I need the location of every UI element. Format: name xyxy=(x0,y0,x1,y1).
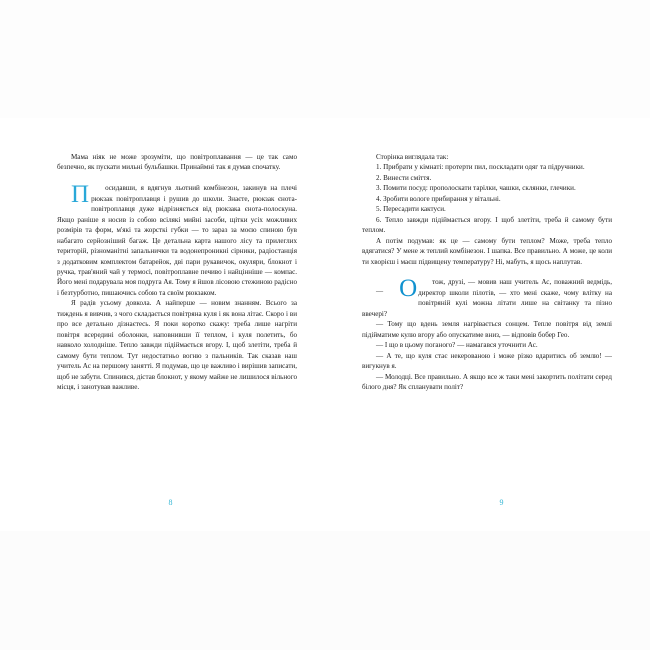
left-page-text-column xyxy=(57,152,297,392)
page-number-left: 8 xyxy=(168,498,173,507)
right-page-text-column xyxy=(362,152,612,392)
dropcap-letter-p: П xyxy=(71,181,90,209)
dialogue-line: — А те, що куля стає некерованою і може різко вдаритись об землю! — вигукнув я. xyxy=(362,351,612,371)
paragraph-body: осидавши, я вдягнув льотний комбінезон, закинув на плечі рюкзак повітроплавця і рушив до школи. Знаєте, рюкзак єнота-повітроплавця дуже відрізняється від рюкзака єнота-полоскуна. Якщо раніше я носив із собою всілякі мийні засоби, щітки усіх можливих розмірів та форм, м'які та жорсткі губки — то зараз за моєю спиною був набагато серйозніший багаж. Це детальна карта нашого лісу та прилеглих територій, різноманітні запальнички та водонепроникні сірники, радіостанція з додатковим комплектом батарейок, дві пари рукавичок, окуляри, блокнот і ручка, трав'яний чай у термосі, повітроплавне печиво і найцінніше — компас. Його мені подарувала моя подруга Ая. Тому я йшов лісовою стежиною радісно і безтурботно, пишаючись собою та своїм рюкзаком. xyxy=(57,184,297,297)
checklist-item: 4. Зробити вологе прибирання у вітальні. xyxy=(376,194,501,203)
checklist-item: 5. Пересадити кактуси. xyxy=(376,205,446,214)
two-page-spread xyxy=(0,118,650,531)
page-number-right: 9 xyxy=(499,498,504,507)
page-top-margin xyxy=(0,0,650,118)
dialogue-dash: — xyxy=(376,287,384,296)
list-intro-line: Сторінка виглядала так: xyxy=(376,153,449,161)
left-page xyxy=(0,118,325,531)
dialogue-line: — І що в цьому поганого? — намагався уточнити Ас. xyxy=(376,341,538,350)
dialogue-line: — Молодці. Все правильно. А якщо все ж таки мені закортить політати серед білого дня? Як спланувати політ? xyxy=(362,372,612,391)
paragraph-knowledge: Я радів усьому довкола. А найперше — новим знанням. Всього за тиждень я вивчив, з чого складається повітряна куля і як вона літає. Скоро і ви про все детально дізнаєтесь. Я поки коротко скажу: треба лише нагріти повітря всередині оболонки, наповнивши її теплом, і куля полетить, бо навколо холодніше. Тепло завжди підіймається вгору. І, щоб злетіти, треба й самому бути теплом. Тут недостатньо вогню з пальників. Так сказав наш учитель Ас на першому занятті. Я подумав, що це важливо і вирішив записати, щоб не забути. Спинився, дістав блокнот, у якому майже не лишилося вільного місця, і занотував важливе. xyxy=(57,299,297,391)
checklist-item: 3. Помити посуд: прополоскати тарілки, чашки, склянки, глечики. xyxy=(376,184,576,193)
paragraph-reflection: А потім подумав: як це — самому бути теплом? Може, треба тепло вдягатися? У мене ж теплий комбінезон. І шапка. Все правильно. А може, це коли ти хворієш і маєш підвищену температуру? Ні, мабуть, я щось наплутав. xyxy=(362,236,612,266)
dialogue-line: — Тому що вдень земля нагрівається сонцем. Тепле повітря від землі підійматиме кулю вгору або опускатиме вниз, — відповів бобер Гео. xyxy=(362,320,612,339)
paper-sheet xyxy=(0,118,650,531)
paragraph-body: тож, друзі, — мовив наш учитель Ас, поважний ведмідь, директор школи пілотів, — хто мені скаже, чому влітку на повітряній кулі можна літати лише на світанку та пізно ввечері? xyxy=(362,278,612,318)
right-page xyxy=(325,118,650,531)
paragraph-opening: Мама ніяк не може зрозуміти, що повітроплавання — це так само безпечно, як пускати мильні бульбашки. Принаймні так я думав спочатку. xyxy=(57,153,297,172)
dropcap-letter-o: О xyxy=(399,275,418,303)
paragraph-with-dropcap xyxy=(57,183,297,298)
checklist-item: 6. Тепло завжди підіймається вгору. І щоб злетіти, треба й самому бути теплом. xyxy=(362,215,612,235)
paragraph-with-dropcap xyxy=(362,277,612,319)
page-bottom-margin xyxy=(0,531,650,650)
checklist-item: 2. Винести сміття. xyxy=(376,173,432,182)
checklist-item: 1. Прибрати у кімнаті: протерти пил, поскладати одяг та підручники. xyxy=(376,163,585,172)
